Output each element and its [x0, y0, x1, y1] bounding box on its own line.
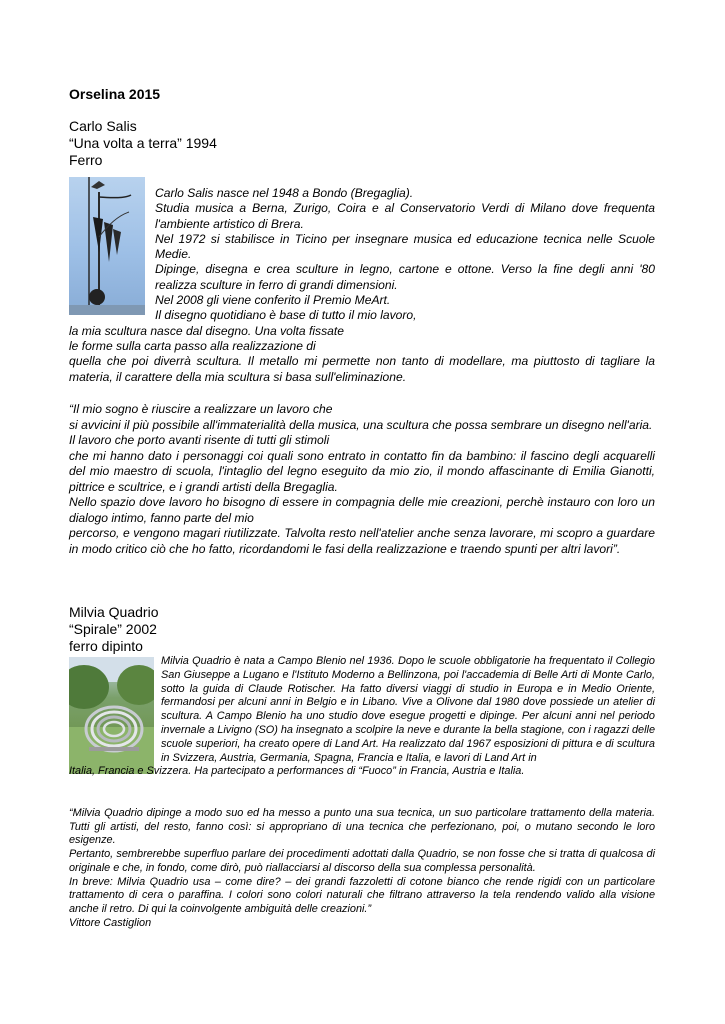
bio-line: Carlo Salis nasce nel 1948 a Bondo (Bregaglia). — [155, 186, 414, 200]
artist2-heading — [69, 604, 158, 655]
bio-line: Dipinge, disegna e crea sculture in legno, cartone e ottone. Verso la fine degli anni '80 realizza sculture in ferro di grandi dimensioni. — [155, 262, 655, 292]
quote-author: Vittore Castiglion — [69, 916, 152, 929]
artist2-quote — [69, 807, 655, 930]
bio-paragraph: Italia, Francia e Svizzera. Ha partecipato a performances di “Fuoco” in Francia, Austria e Italia. — [69, 765, 525, 778]
artist1-heading — [69, 118, 217, 169]
artist1-quote — [69, 402, 655, 557]
bio-line: le forme sulla carta passo alla realizzazione di — [69, 338, 316, 353]
quote-line: “Il mio sogno è riuscire a realizzare un lavoro che — [69, 402, 333, 416]
artist1-material: Ferro — [69, 152, 103, 168]
bio-line: Il disegno quotidiano è base di tutto il mio lavoro, — [155, 308, 417, 323]
quote-line: Nello spazio dove lavoro ho bisogno di essere in compagnia delle mie creazioni, perchè instauro con loro un dialogo intimo, fanno parte del mio — [69, 495, 655, 525]
quote-line: si avvicini il più possibile all'immaterialità della musica, una scultura che possa sembrare un disegno nell'aria. — [69, 417, 653, 432]
quote-paragraph: “Milvia Quadrio dipinge a modo suo ed ha messo a punto una sua tecnica, un suo particolare trattamento della materia. Tutti gli artisti, del resto, fanno così: si appropriano di una tecnica che perfezionano, poi, o mutano secondo le loro esigenze. — [69, 807, 655, 847]
quote-paragraph: In breve: Milvia Quadrio usa – come dire? – dei grandi fazzoletti di cotone bianco che rende rigidi con un particolare trattamento di cera o paraffina. I colori sono colori naturali che filtrano attraverso la tela rendendo valido alla visione anche il retro. Di qui la coinvolgente ambiguità delle creazioni.” — [69, 875, 655, 915]
bio-line: Nel 1972 si stabilisce in Ticino per insegnare musica ed educazione tecnica nelle Scuole Medie. — [155, 231, 655, 262]
bio-paragraph: Milvia Quadrio è nata a Campo Blenio nel 1936. Dopo le scuole obbligatorie ha frequentato il Collegio San Giuseppe a Lugano e l'Istituto Moderno a Bellinzona, poi l'accademia di Belle Arti di Monte Carlo, sotto la guida di Claude Rotischer. Ha fatto diversi viaggi di studio in Europa e in Medio Oriente, fermandosi per alcuni anni in Belgio e in Libano. Vive a Olivone dal 1980 dove possiede un atelier di scultura. A Campo Blenio ha uno studio dove esegue progetti e dipinge. Per alcuni anni nel periodo invernale a Livigno (SO) ha insegnato a scolpire la neve e durante la bella stagione, con i ragazzi delle scuole superiori, ha creato opere di Land Art. Ha realizzato dal 1967 esposizioni di pittura e di scultura in Svizzera, Austria, Germania, Spagna, Francia e Italia, e lavori di Land Art in — [161, 655, 656, 764]
quote-line: Il lavoro che porto avanti risente di tutti gli stimoli — [69, 433, 330, 447]
artist2-biography — [69, 655, 655, 779]
artist2-material: ferro dipinto — [69, 638, 143, 654]
artist1-biography — [69, 186, 655, 385]
bio-line: Studia musica a Berna, Zurigo, Coira e al Conservatorio Verdi di Milano dove frequenta l'ambiente artistico di Brera. — [155, 201, 655, 231]
bio-line: quella che poi diverrà scultura. Il metallo mi permette non tanto di modellare, ma piuttosto di tagliare la materia, il carattere della mia scultura si basa sull'eliminazione. — [69, 354, 655, 384]
artist1-work-title: “Una volta a terra” 1994 — [69, 135, 217, 151]
bio-line: la mia scultura nasce dal disegno. Una volta fissate — [69, 323, 344, 338]
quote-line: percorso, e vengono magari riutilizzate. Talvolta resto nell'atelier anche senza lavorare, mi scopro a guardare in modo critico ciò che ho fatto, ricordandomi le fasi della realizzazione e traendo spunti per altri lavori”. — [69, 526, 655, 556]
document-title: Orselina 2015 — [69, 86, 161, 102]
artist2-name: Milvia Quadrio — [69, 604, 159, 620]
artist1-name: Carlo Salis — [69, 118, 137, 134]
quote-line: che mi hanno dato i personaggi coi quali sono entrato in contatto fin da bambino: il fascino degli acquarelli del mio maestro di scuola, l'intaglio del legno eseguito da mio zio, il mondo affascinante di Emilia Gianotti, pittrice e scultrice, e i grandi artisti della Bregaglia. — [69, 448, 655, 494]
quote-paragraph: Pertanto, sembrerebbe superfluo parlare dei procedimenti adottati dalla Quadrio, se non fosse che si tratta di qualcosa di originale e che, in fondo, come dirò, può riallacciarsi al discorso della sua complessa personalità. — [69, 848, 655, 874]
artist2-work-title: “Spirale” 2002 — [69, 621, 157, 637]
bio-line: Nel 2008 gli viene conferito il Premio MeArt. — [155, 293, 391, 308]
